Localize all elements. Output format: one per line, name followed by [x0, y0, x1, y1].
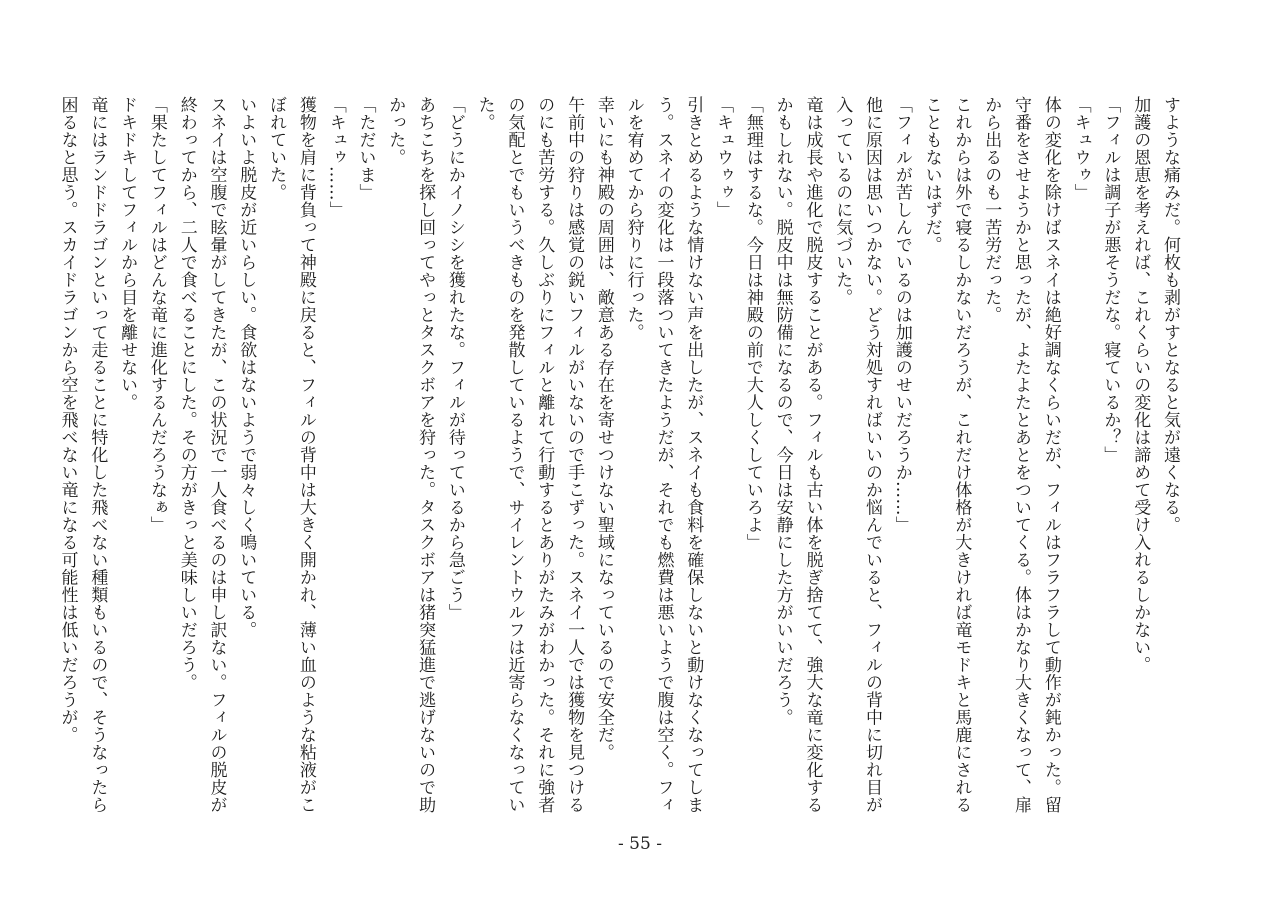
dialogue-line: 「フィルが苦しんでいるのは加護のせいだろうか……」: [891, 96, 912, 534]
dialogue-line: 「果たしてフィルはどんな竜に進化するんだろうなぁ」: [146, 96, 167, 534]
paragraph: 獲物を肩に背負って神殿に戻ると、フィルの背中は大きく開かれ、薄い血のような粘液がこぼれていた。: [266, 96, 316, 814]
vertical-text-column: [57, 96, 1184, 816]
paragraph: スネイは空腹で眩暈がしてきたが、この状況で一人食べるのは申し訳ない。フィルの脱皮が終わってから、二人で食べることにした。その方がきっと美味しいだろう。: [176, 96, 227, 814]
dialogue-line: 「ただいま」: [355, 96, 376, 201]
page-number: - 55 -: [618, 834, 662, 854]
paragraph: 竜にはランドドラゴンといって走ることに特化した飛べない種類もいるので、そうなったら困るなと思う。スカイドラゴンから空を飛べない竜になる可能性は低いだろうが。: [57, 96, 108, 814]
dialogue-line: 「キュウゥゥ」: [713, 96, 734, 219]
paragraph: これからは外で寝るしかないだろうが、これだけ体格が大きければ竜モドキと馬鹿にされることもないはずだ。: [921, 96, 972, 814]
paragraph: 竜は成長や進化で脱皮することがある。フィルも古い体を脱ぎ捨てて、強大な竜に変化するかもしれない。脱皮中は無防備になるので、今日は安静にした方がいいだろう。: [772, 96, 823, 814]
dialogue-line: 「フィルは調子が悪そうだな。寝ているか？」: [1100, 96, 1121, 464]
paragraph: ドキドキしてフィルから目を離せない。: [117, 96, 138, 411]
paragraph: 加護の恩恵を考えれば、これくらいの変化は諦めて受け入れるしかない。: [1130, 96, 1151, 674]
paragraph: あちこちを探し回ってやっとタスクボアを狩った。タスクボアは猪突猛進で逃げないので助かった。: [385, 96, 436, 814]
dialogue-line: 「キュゥ……」: [325, 96, 346, 219]
dialogue-line: 「キュウゥ」: [1070, 96, 1091, 201]
paragraph: 体の変化を除けばスネイは絶好調なくらいだが、フィルはフラフラして動作が鈍かった。留守番をさせようかと思ったが、よたよたとあとをついてくる。体はかなり大きくなって、扉から出るのも一苦労だった。: [981, 96, 1061, 814]
paragraph: 午前中の狩りは感覚の鋭いフィルがいないので手こずった。スネイ一人では獲物を見つけるのにも苦労する。久しぶりにフィルと離れて行動するとありがたみがわかった。それに強者の気配とでもいうべきものを発散しているようで、サイレントウルフは近寄らなくなっていた。: [474, 96, 585, 814]
dialogue-line: 「無理はするな。今日は神殿の前で大人しくしていろよ」: [742, 96, 763, 551]
paragraph: 他に原因は思いつかない。どう対処すればいいのか悩んでいると、フィルの背中に切れ目が入っているのに気づいた。: [832, 96, 883, 814]
body-text-area: [57, 96, 1184, 816]
paragraph: すような痛みだ。何枚も剥がすとなると気が遠くなる。: [1160, 96, 1180, 534]
paragraph: 幸いにも神殿の周囲は、敵意ある存在を寄せつけない聖域になっているので安全だ。: [593, 96, 614, 761]
paragraph: 引きとめるような情けない声を出したが、スネイも食料を確保しないと動けなくなってしまう。スネイの変化は一段落ついてきたようだが、それでも燃費は悪いようで腹は空く。フィルを宥めてから狩りに行った。: [623, 96, 704, 814]
paragraph: いよいよ脱皮が近いらしい。食欲はないようで弱々しく鳴いている。: [236, 96, 257, 639]
dialogue-line: 「どうにかイノシシを獲れたな。フィルが待っているから急ごう」: [444, 96, 465, 621]
